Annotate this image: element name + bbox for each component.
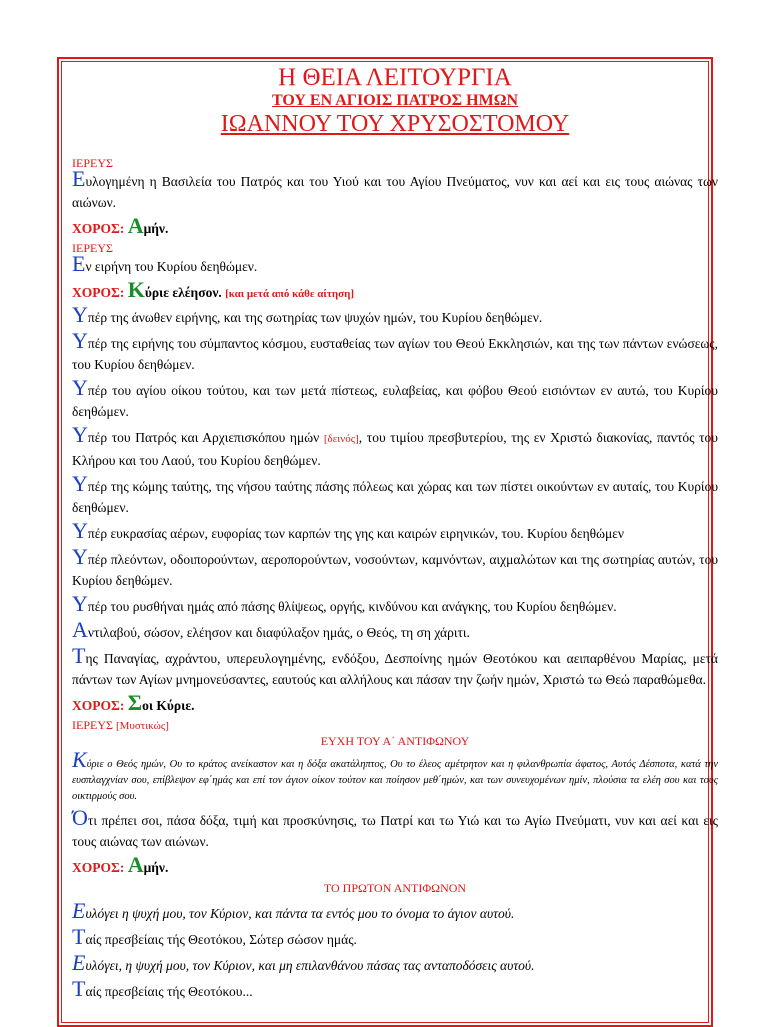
paragraph-text: ν ειρήνη του Κυρίου δεηθώμεν. [85, 259, 258, 274]
role-priest: ΙΕΡΕΥΣ [72, 241, 113, 255]
petition [72, 617, 718, 643]
paragraph-text: πέρ της κώμης ταύτης, της νήσου ταύτης πάσης πόλεως και χώρας και των πίστει οικούντων εν αυταίς, του Κυρίου δεηθώμεν. [72, 479, 718, 515]
paragraph-text: αίς πρεσβείαις τής Θεοτόκου, Σώτερ σώσον ημάς. [85, 932, 357, 947]
rubric-note: [Μυστικώς] [115, 720, 169, 732]
drop-cap: Τ [72, 643, 86, 668]
drop-cap: Α [127, 852, 144, 877]
drop-cap: Υ [72, 591, 88, 616]
paragraph-text: ντιλαβού, σώσον, ελέησον και διαφύλαξον ημάς, ο Θεός, τη ση χάριτι. [87, 625, 470, 640]
drop-cap: Υ [72, 518, 88, 543]
antiphon-title: ΤΟ ΠΡΩΤΟΝ ΑΝΤΙΦΩΝΟΝ [323, 881, 467, 895]
role-choir: ΧΟΡΟΣ: [72, 221, 125, 236]
drop-cap: Σ [127, 690, 143, 715]
drop-cap: Ό [72, 805, 88, 830]
drop-cap: Υ [72, 544, 88, 569]
paragraph-text: ύριε ο Θεός ημών, Ου το κράτος ανείκαστον και η δόξα ακατάληπτος, Ου το έλεος αμέτρητον και η φιλανθρωπία άφατος, Αυτός Δέσποτα, κατά την ευσπλαγχνίαν σου, επίβλεψον εφ΄ημάς και επί τον άγιον οίκον τούτον και ποίησον μεθ΄ημών, και των συνευχομένων ημίν, πλούσια τα ελέη σου και τους οικτιρμούς σου. [72, 759, 718, 802]
drop-cap: Κ [127, 277, 145, 302]
paragraph [72, 805, 718, 852]
choir-response [72, 213, 718, 241]
paragraph [72, 166, 718, 213]
drop-cap: Ε [72, 898, 86, 923]
response-text: οι Κύριε. [142, 698, 195, 713]
rubric-note: [δεινός] [323, 433, 359, 445]
paragraph-text: υλόγει, η ψυχή μου, τον Κύριον, και μη επιλανθάνου πάσας τας ανταποδόσεις αυτού. [85, 958, 535, 973]
drop-cap: Υ [72, 471, 88, 496]
paragraph-text: πέρ του Πατρός και Αρχιεπισκόπου ημών [87, 430, 320, 445]
petition [72, 518, 718, 544]
paragraph-text: ης Παναγίας, αχράντου, υπερευλογημένης, ενδόξου, Δεσποίνης ημών Θεοτόκου και αειπαρθένου Μαρίας, μετά πάντων των Αγίων μνημονεύσαντες, εαυτούς και αλλήλους και πάσαν την ζωήν ημών, Χριστώ τω Θεώ παραθώμεθα. [72, 651, 718, 687]
drop-cap: Υ [72, 302, 88, 327]
response-text: μήν. [143, 221, 169, 236]
paragraph-text: πέρ του αγίου οίκου τούτου, και των μετά πίστεως, ευλαβείας, και φόβου Θεού εισιόντων εν αυτώ, του Κυρίου δεηθώμεν. [72, 383, 718, 419]
title-line-1: Η ΘΕΙΑ ΛΕΙΤΟΥΡΓΙΑ [278, 64, 512, 91]
drop-cap: Α [72, 617, 88, 642]
response-text: ύριε ελέησον. [144, 285, 222, 300]
drop-cap: Ε [72, 950, 86, 975]
drop-cap: Τ [72, 976, 86, 1001]
paragraph-text: τι πρέπει σοι, πάσα δόξα, τιμή και προσκύνησις, τω Πατρί και τω Υιώ και τω Αγίω Πνεύματι, νυν και αεί και εις τους αιώνας των αιώνων. [72, 813, 718, 849]
petition [72, 643, 718, 690]
petition [72, 544, 718, 591]
drop-cap: Ε [72, 166, 86, 191]
response-text: μήν. [143, 860, 169, 875]
drop-cap: Υ [72, 375, 88, 400]
title-line-3: ΙΩΑΝΝΟΥ ΤΟΥ ΧΡΥΣΟΣΤΟΜΟΥ [220, 111, 570, 137]
drop-cap: Ε [72, 251, 86, 276]
drop-cap: Α [127, 213, 144, 238]
title-line-2: ΤΟΥ ΕΝ ΑΓΙΟΙΣ ΠΑΤΡΟΣ ΗΜΩΝ [271, 92, 519, 109]
antiphon-refrain [72, 976, 718, 1002]
petition [72, 471, 718, 518]
paragraph-text: υλόγει η ψυχή μου, τον Κύριον, και πάντα τα εντός μου το όνομα το άγιον αυτού. [85, 906, 515, 921]
document-body [72, 64, 718, 1006]
paragraph-text: πέρ ευκρασίας αέρων, ευφορίας των καρπών της γης και καιρών ειρηνικών, του. Κυρίου δεηθώμεν [87, 526, 625, 541]
petition [72, 328, 718, 375]
choir-response [72, 277, 718, 306]
role-priest: ΙΕΡΕΥΣ [72, 718, 113, 732]
prayer-text [72, 747, 718, 805]
antiphon-refrain [72, 924, 718, 950]
paragraph-text: πέρ του ρυσθήναι ημάς από πάσης θλίψεως, οργής, κινδύνου και ανάγκης, του Κυρίου δεηθώμεν. [87, 599, 617, 614]
antiphon-verse [72, 898, 718, 924]
paragraph-text: , του τιμίου πρεσβυτερίου, της εν Χριστώ διακονίας, παντός του Κλήρου και του Λαού, του Κυρίου δεηθώμεν. [72, 430, 718, 468]
petition [72, 375, 718, 422]
drop-cap: Υ [72, 422, 88, 447]
paragraph-text: πέρ της άνωθεν ειρήνης, και της σωτηρίας των ψυχών ημών, του Κυρίου δεηθώμεν. [87, 310, 543, 325]
role-priest-mystic [72, 718, 718, 733]
choir-response [72, 690, 718, 718]
paragraph [72, 251, 718, 277]
petition [72, 591, 718, 617]
petition [72, 302, 718, 328]
paragraph-text: πέρ της ειρήνης του σύμπαντος κόσμου, ευσταθείας των αγίων του Θεού Εκκλησιών, και της των πάντων ενώσεως, του Κυρίου δεηθώμεν. [72, 336, 718, 372]
prayer-title: ΕΥΧΗ ΤΟΥ Α΄ ΑΝΤΙΦΩΝΟΥ [320, 734, 470, 748]
role-choir: ΧΟΡΟΣ: [72, 860, 125, 875]
paragraph-text: αίς πρεσβείαις τής Θεοτόκου... [85, 984, 253, 999]
role-priest: ΙΕΡΕΥΣ [72, 156, 113, 170]
drop-cap: Τ [72, 924, 86, 949]
paragraph-text: υλογημένη η Βασιλεία του Πατρός και του Υιού και του Αγίου Πνεύματος, νυν και αεί και εις τους αιώνας των αιώνων. [72, 174, 718, 210]
petition [72, 422, 718, 471]
rubric-note: [και μετά από κάθε αίτηση] [225, 288, 355, 300]
role-choir: ΧΟΡΟΣ: [72, 698, 125, 713]
drop-cap: Κ [72, 747, 87, 772]
role-choir: ΧΟΡΟΣ: [72, 285, 125, 300]
paragraph-text: πέρ πλεόντων, οδοιπορούντων, αεροπορούντων, νοσούντων, καμνόντων, αιχμαλώτων και της σωτηρίας αυτών, του Κυρίου δεηθώμεν. [72, 552, 718, 588]
antiphon-verse [72, 950, 718, 976]
choir-response [72, 852, 718, 880]
drop-cap: Υ [72, 328, 88, 353]
